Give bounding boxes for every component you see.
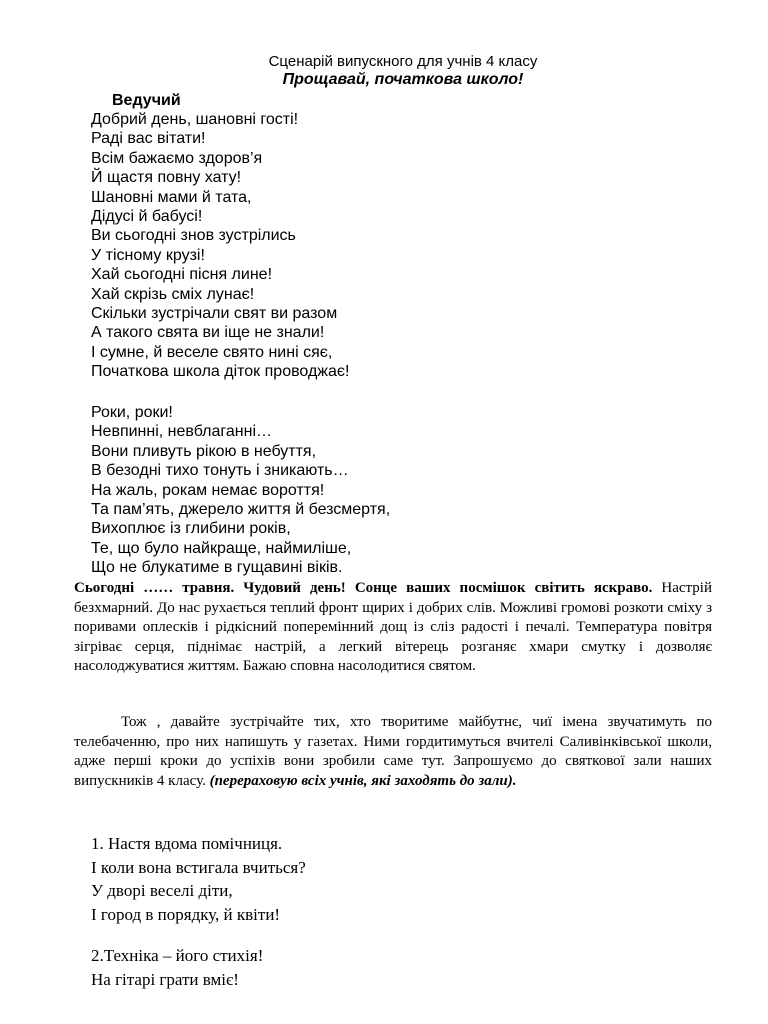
paragraph-body: Тож , давайте зустрічайте тих, хто творитиме майбутнє, чиї імена звучатимуть по телебаченню, про них напишуть у газетах. Ними гордитимуться вчителі Саливінківської школи, адже перші кроки до успіхів вони зробили саме тут. Запрошуємо до святкової зали наших випускників 4 класу.: [74, 714, 712, 789]
poem-line: Те, що було найкраще, наймиліше,: [91, 539, 352, 557]
paragraph-bold-lead: Сьогодні …… травня. Чудовий день! Сонце ваших посмішок світить яскраво.: [74, 580, 653, 596]
poem-line: Невпинні, невблаганні…: [91, 423, 273, 441]
poem-line: Й щастя повну хату!: [91, 169, 242, 187]
verse-line: На гітарі грати вміє!: [91, 969, 239, 989]
verse-line: І коли вона встигала вчиться?: [91, 857, 306, 877]
verse-student-2: [91, 944, 263, 991]
paragraph-stage-note: (перераховую всіх учнів, які заходять до зали).: [209, 772, 517, 789]
speaker-label: Ведучий: [112, 92, 181, 109]
poem-greeting: [91, 110, 350, 382]
document-subtitle: Сценарій випускного для учнів 4 класу: [268, 53, 538, 70]
verse-student-1: [91, 832, 306, 926]
poem-line: Вихоплює із глибини років,: [91, 520, 291, 538]
poem-line: Раді вас вітати!: [91, 130, 206, 148]
poem-line: Хай скрізь сміх лунає!: [91, 285, 255, 303]
poem-line: Роки, роки!: [91, 404, 173, 421]
poem-line: Добрий день, шановні гості!: [91, 111, 299, 128]
poem-line: Вони пливуть рікою в небуття,: [91, 442, 317, 460]
poem-line: В безодні тихо тонуть і зникають…: [91, 462, 349, 480]
verse-line: 1. Настя вдома помічниця.: [91, 834, 283, 853]
poem-line: Шановні мами й тата,: [91, 188, 252, 206]
document-title: Прощавай, початкова школо!: [282, 71, 524, 88]
poem-line: Скільки зустрічали свят ви разом: [91, 305, 338, 323]
poem-line: У тісному крузі!: [91, 246, 205, 264]
poem-line: Хай сьогодні пісня лине!: [91, 266, 273, 284]
paragraph-body: Настрій безхмарний. До нас рухається теплий фронт щирих і добрих слів. Можливі громові розкоти сміху з поривами оплесків і рідкісний поперемінний дощ із сліз радості і печалі. Температура повітря зігріває серця, піднімає настрій, а легкий вітерець розганяє хмари смутку і дозволяє насолоджуватися життям. Бажаю сповна насолодитися святом.: [74, 580, 712, 675]
poem-line: А такого свята ви іще не знали!: [91, 324, 325, 342]
verse-line: У дворі веселі діти,: [91, 881, 233, 900]
paragraph-weather: [74, 579, 712, 677]
verse-line: І город в порядку, й квіти!: [91, 904, 281, 924]
poem-line: Дідусі й бабусі!: [91, 208, 203, 226]
poem-line: Що не блукатиме в гущавині віків.: [91, 559, 343, 577]
poem-line: Початкова школа діток проводжає!: [91, 363, 350, 381]
poem-years: [91, 403, 390, 578]
poem-line: Ви сьогодні знов зустрілись: [91, 227, 296, 245]
verse-line: 2.Техніка – його стихія!: [91, 946, 264, 965]
poem-line: І сумне, й веселе свято нині сяє,: [91, 343, 333, 361]
paragraph-invitation: [74, 713, 712, 791]
poem-line: На жаль, рокам немає вороття!: [91, 481, 325, 499]
poem-line: Всім бажаємо здоров’я: [91, 149, 263, 167]
poem-line: Та пам’ять, джерело життя й безсмертя,: [91, 501, 391, 519]
